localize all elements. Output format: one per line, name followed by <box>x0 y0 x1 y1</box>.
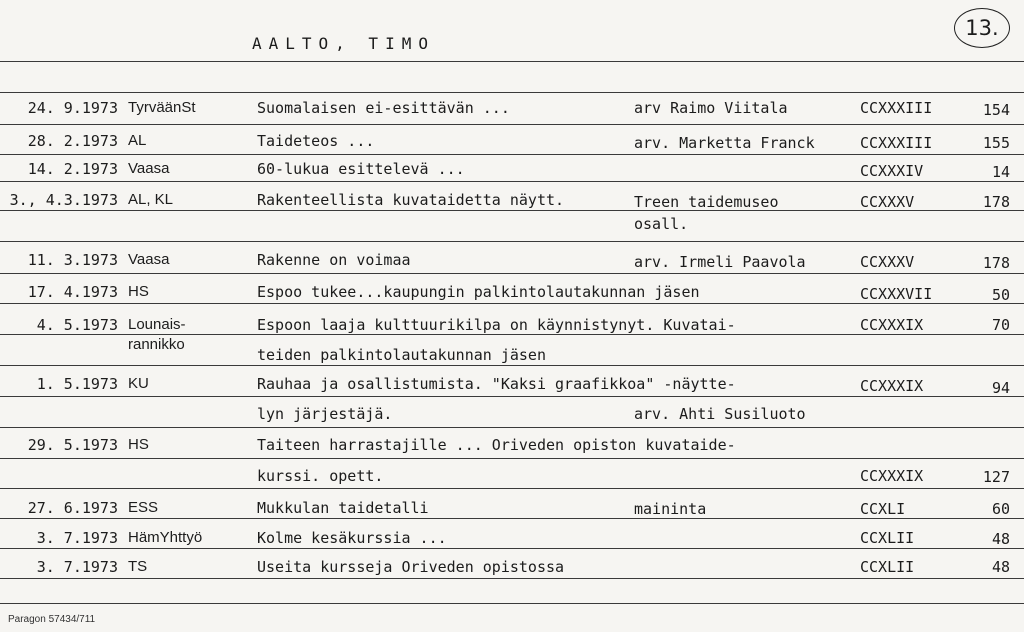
entry-page: 178 <box>982 193 1010 211</box>
entry-page: 14 <box>991 163 1010 181</box>
entry-date: 11. 3.1973 <box>27 251 118 269</box>
entry-author: maininta <box>634 500 707 518</box>
entry-source-continued: rannikko <box>128 336 185 353</box>
entry-volume: CCXXXIII <box>860 99 933 117</box>
card-title: AALTO, TIMO <box>252 34 435 53</box>
rule-line <box>0 518 1024 519</box>
entry-source: Vaasa <box>128 251 170 268</box>
entry-page: 94 <box>991 379 1010 397</box>
entry-page: 155 <box>982 134 1010 152</box>
entry-source: HämYhttyö <box>128 529 203 546</box>
entry-source: KU <box>128 375 149 392</box>
entry-title: Suomalaisen ei-esittävän ... <box>257 99 510 117</box>
entry-title-continued: kurssi. opett. <box>257 467 384 485</box>
entry-volume: CCXXXIII <box>860 134 933 152</box>
entry-volume: CCXLII <box>860 558 915 576</box>
entry-source: Lounais- <box>128 316 186 333</box>
entry-page: 70 <box>991 316 1010 334</box>
entry-source: TyrväänSt <box>128 99 196 116</box>
rule-line <box>0 154 1024 155</box>
entry-author: arv Raimo Viitala <box>634 99 788 117</box>
rule-line <box>0 241 1024 242</box>
entry-date: 4. 5.1973 <box>36 316 118 334</box>
entry-date: 3., 4.3.1973 <box>9 191 118 209</box>
entry-title: Espoo tukee...kaupungin palkintolautakunnan jäsen <box>257 283 700 301</box>
rule-line <box>0 181 1024 182</box>
entry-author: arv. Irmeli Paavola <box>634 253 806 271</box>
rule-line <box>0 578 1024 579</box>
entry-date: 24. 9.1973 <box>27 99 118 117</box>
entry-source: Vaasa <box>128 160 170 177</box>
entry-volume: CCXXXV <box>860 253 915 271</box>
printer-imprint: Paragon 57434/711 <box>8 614 96 625</box>
entry-date: 1. 5.1973 <box>36 375 118 393</box>
entry-date: 27. 6.1973 <box>27 499 118 517</box>
entry-page: 50 <box>991 286 1010 304</box>
entry-page: 60 <box>991 500 1010 518</box>
entry-title: Rakenteellista kuvataidetta näytt. <box>257 191 565 209</box>
entry-date: 3. 7.1973 <box>36 558 118 576</box>
entry-author: arv. Ahti Susiluoto <box>634 405 806 423</box>
rule-line <box>0 488 1024 489</box>
entry-date: 29. 5.1973 <box>27 436 118 454</box>
entry-title-continued: teiden palkintolautakunnan jäsen <box>257 346 546 364</box>
entry-volume: CCXXXIX <box>860 377 924 395</box>
entry-author: arv. Marketta Franck <box>634 134 815 152</box>
entry-volume: CCXXXIX <box>860 316 924 334</box>
rule-line <box>0 458 1024 459</box>
entry-volume: CCXLII <box>860 529 915 547</box>
entry-author-continued: osall. <box>634 215 689 233</box>
entry-volume: CCXXXV <box>860 193 915 211</box>
entry-date: 14. 2.1973 <box>27 160 118 178</box>
entry-source: AL, KL <box>128 191 174 208</box>
entry-volume: CCXXXIX <box>860 467 924 485</box>
entry-source: TS <box>128 558 148 575</box>
entry-source: HS <box>128 436 149 453</box>
entry-source: AL <box>128 132 147 149</box>
card-number: 13. <box>954 8 1010 48</box>
rule-line <box>0 427 1024 428</box>
entry-source: ESS <box>128 499 159 516</box>
rule-line <box>0 365 1024 366</box>
entry-title: Useita kursseja Oriveden opistossa <box>257 558 565 576</box>
entry-title: Kolme kesäkurssia ... <box>257 529 447 547</box>
entry-title-continued: lyn järjestäjä. <box>257 405 393 423</box>
entry-page: 154 <box>982 101 1010 119</box>
rule-line <box>0 124 1024 125</box>
entry-page: 48 <box>991 558 1010 576</box>
entry-title: Taideteos ... <box>257 132 375 150</box>
rule-line <box>0 334 1024 335</box>
entry-page: 178 <box>982 254 1010 272</box>
entry-date: 17. 4.1973 <box>27 283 118 301</box>
entry-page: 48 <box>991 530 1010 548</box>
entry-title: Mukkulan taidetalli <box>257 499 429 517</box>
entry-title: Rakenne on voimaa <box>257 251 411 269</box>
entry-volume: CCXLI <box>860 500 906 518</box>
entry-volume: CCXXXIV <box>860 162 924 180</box>
entry-date: 3. 7.1973 <box>36 529 118 547</box>
rule-line <box>0 61 1024 62</box>
entry-title: Taiteen harrastajille ... Oriveden opiston kuvataide- <box>257 436 736 454</box>
entry-page: 127 <box>982 468 1010 486</box>
entry-source: HS <box>128 283 149 300</box>
entry-volume: CCXXXVII <box>860 285 933 303</box>
rule-line <box>0 603 1024 604</box>
entry-title: Rauhaa ja osallistumista. "Kaksi graafikkoa" -näytte- <box>257 375 736 393</box>
entry-author: Treen taidemuseo <box>634 193 779 211</box>
rule-line <box>0 548 1024 549</box>
entry-title: 60-lukua esittelevä ... <box>257 160 465 178</box>
rule-line <box>0 396 1024 397</box>
entry-date: 28. 2.1973 <box>27 132 118 150</box>
rule-line <box>0 273 1024 274</box>
entry-title: Espoon laaja kulttuurikilpa on käynnistynyt. Kuvatai- <box>257 316 736 334</box>
rule-line <box>0 303 1024 304</box>
rule-line <box>0 92 1024 93</box>
